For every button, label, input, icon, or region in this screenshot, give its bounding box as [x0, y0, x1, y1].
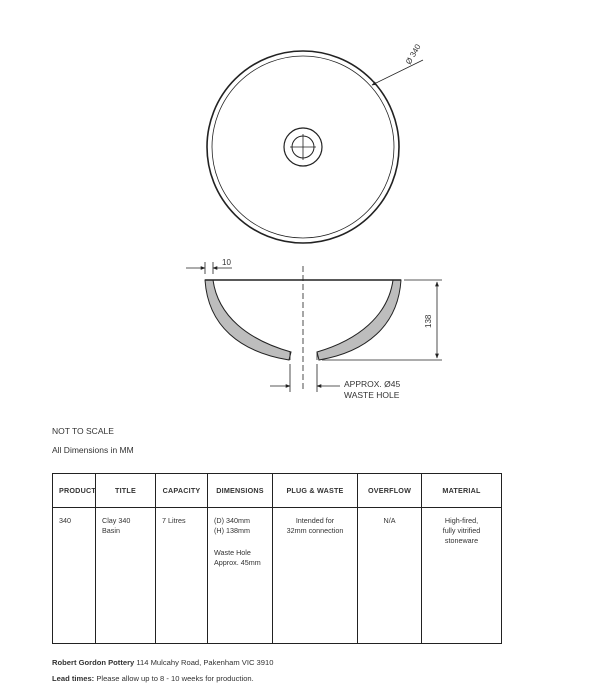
header-plug-waste: PLUG & WASTE — [273, 474, 358, 508]
cell-overflow: N/A — [358, 508, 422, 644]
scale-note: NOT TO SCALE — [52, 426, 114, 436]
cell-product: 340 — [53, 508, 96, 644]
lead-times-text: Please allow up to 8 - 10 weeks for production. — [94, 674, 254, 683]
basin-side-view — [205, 266, 401, 392]
spec-table — [52, 473, 502, 644]
table-header-row — [53, 474, 502, 508]
dim-diameter: (D) 340mm — [214, 516, 250, 525]
wall-thickness-label: 10 — [222, 258, 231, 267]
header-title: TITLE — [96, 474, 156, 508]
lead-times — [52, 674, 254, 683]
company-address — [52, 658, 273, 667]
waste-hole-label-line1: APPROX. Ø45 — [344, 379, 401, 389]
lead-times-label: Lead times: — [52, 674, 95, 683]
cell-capacity: 7 Litres — [156, 508, 208, 644]
table-row — [53, 508, 502, 644]
plug-line2: 32mm connection — [286, 526, 344, 535]
dim-height: (H) 138mm — [214, 526, 250, 535]
material-line3: stoneware — [444, 536, 479, 545]
cell-dimensions — [208, 508, 273, 644]
material-line1: High-fired, — [444, 516, 479, 525]
basin-right-wall — [317, 280, 401, 360]
cell-material — [422, 508, 502, 644]
address-text: 114 Mulcahy Road, Pakenham VIC 3910 — [134, 658, 274, 667]
basin-top-view — [207, 51, 399, 243]
header-overflow: OVERFLOW — [358, 474, 422, 508]
cell-plug-waste — [273, 508, 358, 644]
dim-waste-hole: Waste Hole — [214, 548, 251, 557]
units-note: All Dimensions in MM — [52, 445, 134, 455]
height-label: 138 — [424, 314, 433, 328]
plug-line1: Intended for — [295, 516, 335, 525]
diameter-leader-line — [372, 60, 423, 85]
header-dimensions: DIMENSIONS — [208, 474, 273, 508]
cell-title: Clay 340 Basin — [96, 508, 156, 644]
header-material: MATERIAL — [422, 474, 502, 508]
header-product: PRODUCT — [53, 474, 96, 508]
company-name: Robert Gordon Pottery — [52, 658, 135, 667]
basin-left-wall — [205, 280, 291, 360]
dim-waste-size: Approx. 45mm — [214, 558, 261, 567]
waste-hole-label-line2: WASTE HOLE — [344, 390, 400, 400]
material-line2: fully vitrified — [442, 526, 481, 535]
header-capacity: CAPACITY — [156, 474, 208, 508]
diameter-label: Ø 340 — [403, 42, 423, 66]
waste-hole-dimension — [270, 364, 340, 392]
